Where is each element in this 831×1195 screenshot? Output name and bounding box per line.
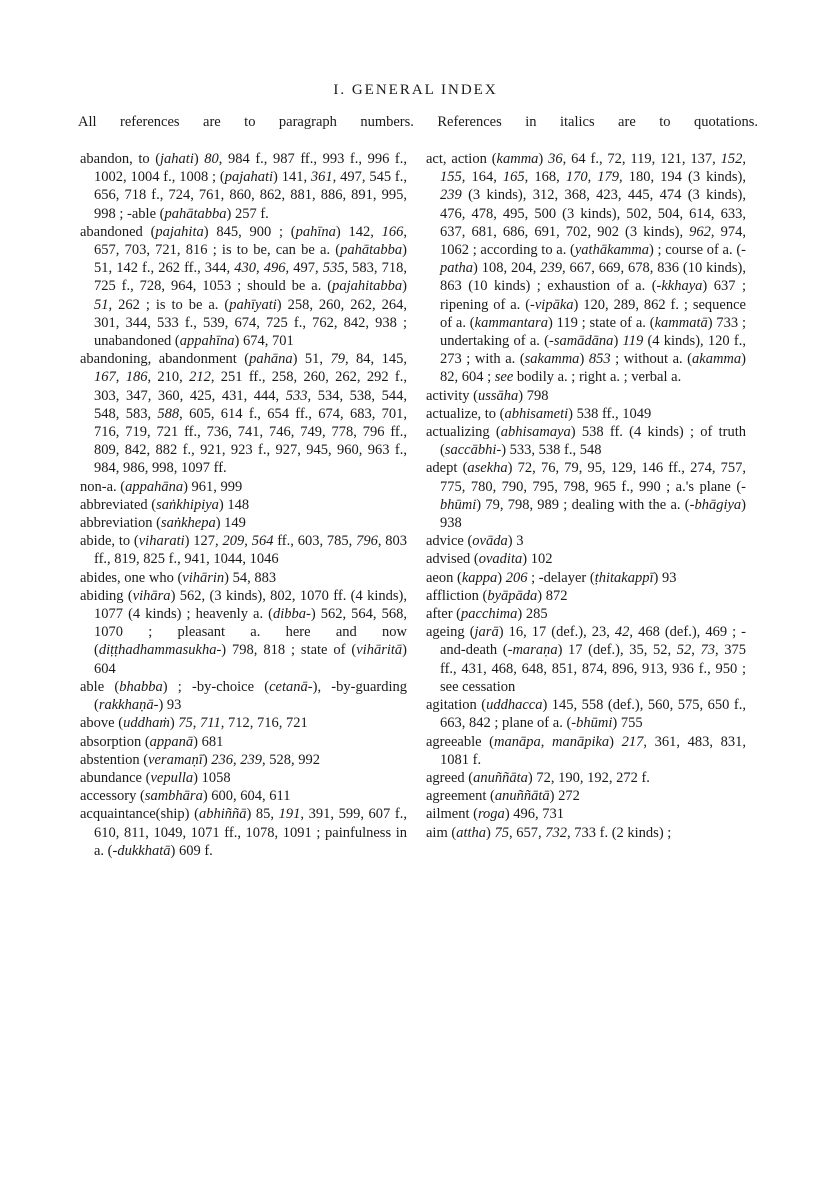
- entry-text: abides, one who (: [80, 569, 183, 586]
- entry-text: ) 674, 701: [234, 333, 294, 350]
- pali-term: manāpika: [551, 733, 610, 750]
- entry-text: agreed (: [426, 769, 474, 786]
- pali-term: 711: [200, 715, 221, 732]
- entry-text: advice (: [426, 533, 473, 550]
- entry-text: , 497, 545 f., 656, 718 f., 724, 761, 860, 862, 881, 886, 891, 995, 998 ; -able (: [94, 169, 407, 222]
- pali-term: sambhāra: [144, 788, 203, 805]
- pali-term: 564: [251, 533, 274, 550]
- entry-text: ) 149: [215, 515, 246, 532]
- entry-text: ,: [742, 151, 746, 167]
- entry-text: aim (: [426, 824, 457, 841]
- pali-term: pahīyati: [229, 296, 277, 313]
- entry-text: ) 72, 190, 192, 272 f.: [527, 769, 650, 786]
- entry-text: ,: [244, 533, 252, 550]
- index-entry: [80, 496, 407, 514]
- pali-term: 212: [189, 369, 211, 386]
- entry-text: ailment (: [426, 806, 478, 823]
- entry-text: , 733 f. (2 kinds) ;: [566, 824, 672, 841]
- pali-term: sakamma: [524, 351, 580, 368]
- entry-text: able (: [80, 678, 120, 695]
- entry-text: ) 82, 604 ;: [440, 351, 746, 386]
- pali-term: 962: [689, 223, 711, 240]
- entry-text: ) 142,: [335, 223, 382, 240]
- entry-text: ) 609 f.: [170, 842, 213, 859]
- pali-term: abhisamaya: [500, 424, 571, 441]
- pali-term: ovadita: [478, 551, 523, 568]
- entry-text: ): [609, 733, 622, 750]
- pali-term: dibba-: [272, 606, 311, 623]
- entry-text: abundance (: [80, 769, 151, 786]
- entry-text: , 534, 538, 544, 548, 583,: [94, 387, 408, 422]
- pali-term: 796: [356, 533, 378, 550]
- pali-term: -bhūmi: [440, 478, 746, 513]
- entry-text: ) 637 ; ripening of a. (: [440, 278, 746, 313]
- entry-text: ) 961, 999: [183, 478, 243, 495]
- index-entry: [426, 769, 746, 787]
- index-entry: [80, 714, 407, 732]
- entry-text: agitation (: [426, 697, 487, 714]
- entry-text: ) 733 ; undertaking of a. (: [440, 314, 747, 350]
- index-entry: [80, 478, 407, 496]
- entry-text: ): [579, 351, 589, 368]
- pali-term: uddhaṁ: [123, 715, 170, 732]
- entry-text: ): [486, 824, 495, 841]
- entry-text: ) 538 ff., 1049: [568, 405, 652, 422]
- entry-text: ) 496, 731: [504, 806, 565, 823]
- pali-term: appahāna: [125, 478, 184, 495]
- entry-text: ,: [115, 369, 126, 386]
- entry-text: (4 kinds), 120 f., 273 ; with a. (: [440, 333, 746, 368]
- pali-term: abhisameti: [504, 405, 569, 422]
- index-entry: [80, 532, 407, 568]
- pali-term: pajahati: [224, 169, 274, 186]
- entry-text: ) 51,: [292, 351, 331, 368]
- entry-text: actualize, to (: [426, 405, 505, 422]
- entry-text: advised (: [426, 551, 479, 568]
- pali-term: viharati: [138, 533, 185, 550]
- entry-text: , 712, 716, 721: [220, 715, 308, 732]
- page-title: I. GENERAL INDEX: [333, 82, 498, 98]
- entry-text: ) 938: [440, 496, 746, 532]
- entry-text: agreeable (: [426, 733, 494, 750]
- entry-text: affliction (: [426, 587, 488, 604]
- entry-text: , 64 f., 72, 119, 121, 137,: [562, 151, 721, 167]
- entry-text: ) 845, 900 ; (: [203, 223, 296, 240]
- entry-text: ) 16, 17 (def.), 23,: [498, 624, 615, 641]
- index-entry: [80, 569, 407, 587]
- entry-text: after (: [426, 606, 462, 623]
- entry-text: , 528, 992: [262, 751, 321, 768]
- pali-term: 239: [440, 187, 462, 204]
- pali-term: -maraṇa: [507, 642, 558, 659]
- entry-text: ), -by-guarding (: [94, 678, 408, 714]
- entry-text: abandoning, abandonment (: [80, 351, 250, 368]
- pali-term: 166: [381, 223, 404, 240]
- pali-term: 732: [545, 824, 567, 841]
- index-entry: [426, 532, 746, 550]
- pali-term: roga: [477, 806, 505, 823]
- pali-term: abhiññā: [198, 806, 247, 823]
- index-entry: [80, 350, 407, 477]
- pali-term: vihārin: [182, 569, 225, 586]
- index-entry: [426, 423, 746, 459]
- entry-text: ) 17 (def.), 35, 52,: [557, 642, 677, 659]
- entry-text: , 262 ; is to be a. (: [108, 296, 230, 313]
- entry-text: ) 257 f.: [226, 205, 269, 222]
- pali-term: -dukkhatā: [112, 842, 171, 859]
- pali-term: 236: [211, 751, 234, 768]
- pali-term: -bhāgiya: [689, 496, 742, 513]
- pali-term: pahātabba: [164, 205, 227, 222]
- index-entry: [80, 514, 407, 532]
- entry-text: ) 85,: [246, 806, 279, 823]
- index-entry: [426, 550, 746, 568]
- entry-text: ) 79, 798, 989 ; dealing with the a. (: [476, 496, 690, 513]
- entry-text: ) 93: [158, 697, 182, 714]
- pali-term: 239: [540, 260, 562, 277]
- pali-term: 239: [240, 751, 263, 768]
- pali-term: appahīna: [179, 333, 235, 350]
- entry-text: abandoned (: [80, 223, 156, 240]
- pali-term: saccābhi-: [444, 442, 502, 459]
- pali-term: asekha: [467, 460, 508, 477]
- pali-term: kamma: [496, 151, 539, 167]
- pali-term: 167: [94, 369, 116, 386]
- entry-text: accessory (: [80, 788, 145, 805]
- entry-text: ) 562, (3 kinds), 802, 1070 ff. (4 kinds), 1077 (4 kinds) ; heavenly a. (: [94, 587, 407, 623]
- entry-text: ) 538 ff. (4 kinds) ; of truth (: [440, 424, 747, 459]
- entry-text: ) 108, 204,: [473, 260, 541, 277]
- pali-term: -samādāna: [548, 333, 614, 350]
- entry-text: ) 604: [94, 642, 407, 677]
- pali-term: 209: [222, 533, 245, 550]
- entry-text: ) 600, 604, 611: [202, 788, 291, 805]
- pali-term: manāpa: [494, 733, 541, 750]
- entry-text: ) 681: [193, 733, 224, 750]
- pali-term: diṭṭhadhammasukha-: [98, 642, 222, 659]
- entry-text: bodily a. ; right a. ; verbal a.: [513, 369, 682, 386]
- pali-term: ṭhitakappī: [594, 569, 654, 586]
- entry-text: ) 93: [653, 569, 677, 586]
- index-entry: [426, 387, 746, 405]
- pali-term: pahīna: [295, 223, 336, 240]
- entry-text: ,: [540, 733, 552, 750]
- index-entry: [80, 787, 407, 805]
- entry-text: , 583, 718, 725 f., 728, 964, 1053 ; should be a. (: [94, 260, 407, 295]
- entry-text: non-a. (: [80, 478, 126, 495]
- pali-term: 206: [505, 569, 528, 586]
- entry-text: absorption (: [80, 733, 150, 750]
- entry-text: above (: [80, 715, 124, 732]
- pali-term: 588: [157, 405, 180, 422]
- entry-text: ) 285: [517, 606, 548, 623]
- pali-term: 75: [178, 715, 193, 732]
- pali-term: 496: [263, 260, 286, 277]
- index-entry: [80, 733, 407, 751]
- pali-term: appanā: [149, 733, 194, 750]
- index-entry: [426, 587, 746, 605]
- pali-term: anuññātā: [494, 788, 550, 805]
- pali-term: rakkhaṇā-: [98, 697, 159, 714]
- pali-term: 179: [597, 169, 620, 186]
- pali-term: 186: [125, 369, 148, 386]
- entry-text: adept (: [426, 460, 468, 477]
- entry-text: , 803 ff., 819, 825 f., 941, 1044, 1046: [94, 533, 407, 568]
- entry-text: abiding (: [80, 587, 133, 604]
- entry-text: ) 119 ; state of a. (: [547, 314, 655, 331]
- entry-text: , 251 ff., 258, 260, 262, 292 f., 303, 347, 360, 425, 431, 444,: [94, 369, 408, 404]
- index-entry: [80, 805, 407, 860]
- pali-term: -kkhaya: [656, 278, 703, 295]
- entry-text: ) 148: [218, 496, 250, 513]
- index-entry: [426, 696, 746, 732]
- pali-term: 75: [494, 824, 509, 841]
- entry-text: ; -delayer (: [527, 569, 595, 586]
- pali-term: 51: [94, 296, 109, 313]
- entry-text: ) 127,: [184, 533, 223, 550]
- pali-term: pahāna: [249, 351, 293, 368]
- index-entry: [426, 150, 746, 387]
- pali-term: vihāritā: [356, 642, 403, 659]
- entry-text: , 164,: [461, 169, 503, 186]
- entry-text: , 657,: [508, 824, 546, 841]
- entry-text: ) 562, 564, 568, 1070 ; pleasant a. here and now (: [94, 606, 407, 659]
- index-entry: [426, 405, 746, 423]
- pali-term: pajahitabba: [332, 278, 403, 295]
- pali-term: byāpāda: [487, 587, 538, 604]
- entry-text: ) ; course of a. (: [648, 242, 742, 259]
- entry-text: abbreviation (: [80, 515, 161, 532]
- pali-term: 533: [285, 387, 308, 404]
- entry-text: ) 272: [549, 788, 580, 805]
- index-note: All references are to paragraph numbers. References in italics are to quotations.: [78, 114, 758, 130]
- entry-text: ): [402, 278, 407, 295]
- index-entry: [426, 824, 746, 842]
- index-entry: [80, 223, 407, 350]
- entry-text: ) 258, 260, 262, 264, 301, 344, 533 f., 539, 674, 725 f., 762, 842, 938 ; unabandoned (: [94, 296, 407, 350]
- index-entry: [426, 623, 746, 696]
- pali-term: 73: [700, 642, 715, 659]
- pali-term: saṅkhepa: [160, 515, 216, 532]
- pali-term: anuññāta: [473, 769, 528, 786]
- entry-text: , 375 ff., 431, 468, 648, 851, 874, 896, 913, 936 f., 950 ; see cessation: [440, 642, 747, 695]
- pali-term: pahātabba: [340, 242, 403, 259]
- index-entry: [426, 605, 746, 623]
- entry-text: abstention (: [80, 751, 149, 768]
- pali-term: 155: [440, 169, 462, 186]
- entry-text: ageing (: [426, 624, 475, 641]
- entry-text: act, action (: [426, 151, 497, 167]
- pali-term: ussāha: [477, 387, 519, 404]
- pali-term: veramaṇī: [148, 751, 203, 768]
- entry-text: ,: [192, 715, 201, 732]
- entry-text: ) 755: [612, 715, 643, 732]
- pali-term: -patha: [440, 242, 746, 277]
- pali-term: -vipāka: [530, 296, 574, 313]
- pali-term: saṅkhipiya: [156, 496, 219, 513]
- entry-text: , 605, 614 f., 654 ff., 674, 683, 701, 716, 719, 721 ff., 736, 741, 746, 749, 778, 796 ff., 809, 842, 882 f., 921, 923 f., 927, 945, 960, 963 f., 984, 986, 998, 1097 ff.: [94, 405, 408, 477]
- pali-term: attha: [456, 824, 487, 841]
- pali-term: 170: [565, 169, 588, 186]
- pali-term: 361: [310, 169, 333, 186]
- index-entry: [80, 769, 407, 787]
- pali-term: vepulla: [150, 769, 194, 786]
- pali-term: 535: [322, 260, 345, 277]
- entry-text: ; without a. (: [610, 351, 693, 368]
- pali-term: uddhacca: [486, 697, 543, 714]
- index-entry: [80, 587, 407, 678]
- pali-term: kammantara: [474, 314, 548, 331]
- pali-term: 79: [330, 351, 345, 368]
- entry-text: ) 145, 558 (def.), 560, 575, 650 f., 663, 842 ; plane of a. (: [440, 697, 746, 732]
- pali-term: 853: [588, 351, 611, 368]
- pali-term: ovāda: [472, 533, 508, 550]
- entry-text: ,: [256, 260, 264, 277]
- index-entry: [80, 751, 407, 769]
- entry-text: (3 kinds), 312, 368, 423, 445, 474 (3 kinds), 476, 478, 495, 500 (3 kinds), 502, 504, 614, 633, 637, 681, 686, 691, 702, 902 (3 kinds),: [440, 187, 746, 240]
- entry-text: ) 798, 818 ; state of (: [221, 642, 357, 659]
- entry-text: , 361, 483, 831, 1081 f.: [440, 733, 746, 768]
- entry-text: , 391, 599, 607 f., 610, 811, 1049, 1071 ff., 1078, 1091 ; painfulness in a. (: [94, 806, 407, 859]
- pali-term: 152: [720, 151, 743, 167]
- entry-text: , 657, 703, 721, 816 ; is to be, can be a. (: [94, 223, 407, 259]
- index-entry: [426, 787, 746, 805]
- entry-text: ): [613, 333, 623, 350]
- pali-term: akamma: [692, 351, 742, 368]
- entry-text: ,: [587, 169, 598, 186]
- index-column-right: [426, 150, 746, 842]
- pali-term: 430: [234, 260, 257, 277]
- pali-term: 42: [614, 624, 630, 641]
- index-entry: [426, 459, 746, 532]
- entry-text: ,: [691, 642, 701, 659]
- pali-term: yathākamma: [574, 242, 649, 259]
- entry-text: ) 141,: [273, 169, 311, 186]
- pali-term: -bhūmi: [571, 715, 613, 732]
- pali-term: pajahita: [155, 223, 204, 240]
- entry-text: ): [497, 569, 506, 586]
- index-entry: [80, 678, 407, 714]
- pali-term: 52: [676, 642, 692, 659]
- pali-term: 217: [621, 733, 644, 750]
- entry-text: , 210,: [147, 369, 190, 386]
- entry-text: actualizing (: [426, 424, 501, 441]
- entry-text: ) ; -by-choice (: [162, 678, 270, 695]
- entry-text: ,: [233, 751, 241, 768]
- entry-text: ): [169, 715, 179, 732]
- pali-term: 165: [502, 169, 525, 186]
- entry-text: ) 72, 76, 79, 95, 129, 146 ff., 274, 757, 775, 780, 790, 795, 798, 965 f., 990 ; a.'s plane (: [440, 460, 746, 495]
- pali-term: cetanā-: [269, 678, 313, 695]
- pali-term: kappa: [461, 569, 498, 586]
- index-entry: [426, 569, 746, 587]
- entry-text: abbreviated (: [80, 496, 157, 513]
- entry-text: abide, to (: [80, 533, 139, 550]
- pali-term: see: [494, 369, 514, 386]
- entry-text: , 84, 145,: [344, 351, 408, 368]
- pali-term: bhabba: [119, 678, 163, 695]
- entry-text: , 168,: [524, 169, 566, 186]
- pali-term: vihāra: [132, 587, 171, 604]
- index-entry: [426, 805, 746, 823]
- pali-term: pacchima: [461, 606, 518, 623]
- entry-text: ) 51, 142 f., 262 ff., 344,: [94, 242, 407, 277]
- entry-text: ) 533, 538 f., 548: [501, 442, 602, 459]
- entry-text: ): [538, 151, 549, 167]
- entry-text: ff., 603, 785,: [273, 533, 357, 550]
- entry-text: ) 102: [522, 551, 553, 568]
- index-column-left: [80, 150, 407, 860]
- entry-text: ): [202, 751, 212, 768]
- entry-text: , 974, 1062 ; according to a. (: [440, 223, 746, 259]
- pali-term: 119: [622, 333, 644, 350]
- entry-text: ) 54, 883: [224, 569, 277, 586]
- pali-term: 191: [278, 806, 301, 823]
- entry-text: ) 872: [537, 587, 568, 604]
- entry-text: acquaintance(ship) (: [80, 806, 199, 823]
- entry-text: , 667, 669, 678, 836 (10 kinds), 863 (10 kinds) ; exhaustion of a. (: [440, 260, 746, 295]
- pali-term: jarā: [474, 624, 499, 641]
- entry-text: agreement (: [426, 788, 495, 805]
- entry-text: , 984 f., 987 ff., 993 f., 996 f., 1002, 1004 f., 1008 ; (: [94, 151, 407, 186]
- entry-text: ) 1058: [193, 769, 231, 786]
- pali-term: 80: [204, 151, 219, 167]
- entry-text: ): [193, 151, 205, 167]
- entry-text: abandon, to (: [80, 151, 161, 167]
- pali-term: kammatā: [654, 314, 708, 331]
- entry-text: , 180, 194 (3 kinds),: [619, 169, 747, 186]
- entry-text: , 497,: [285, 260, 323, 277]
- entry-text: aeon (: [426, 569, 462, 586]
- index-entry: [80, 150, 407, 223]
- entry-text: ) 120, 289, 862 f. ; sequence of a. (: [440, 296, 746, 331]
- pali-term: 36: [548, 151, 563, 167]
- entry-text: ) 3: [507, 533, 524, 550]
- entry-text: , 468 (def.), 469 ; -and-death (: [440, 624, 747, 659]
- pali-term: jahati: [160, 151, 194, 167]
- entry-text: activity (: [426, 387, 478, 404]
- index-entry: [426, 733, 746, 769]
- entry-text: ) 798: [518, 387, 549, 404]
